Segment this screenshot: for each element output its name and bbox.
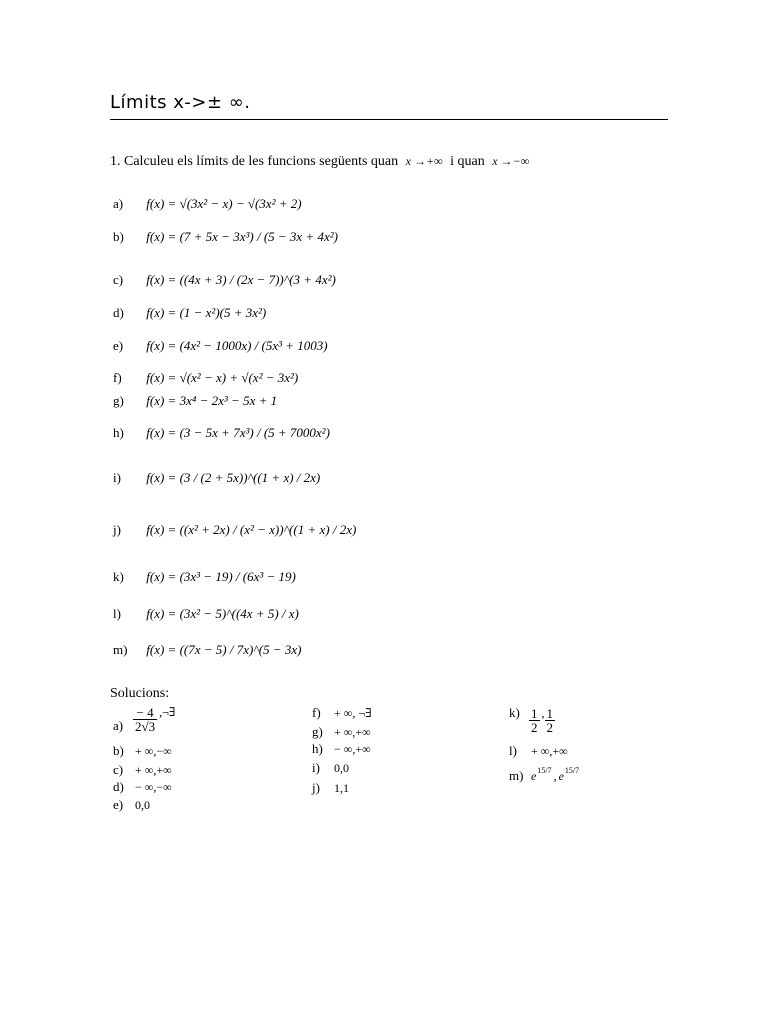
- solution-separator: ,: [541, 706, 545, 720]
- exponential-base: e: [531, 769, 537, 783]
- solution-label: i): [312, 760, 320, 775]
- title-divider: [110, 119, 668, 120]
- intro-text-2: i quan: [450, 154, 485, 169]
- exercise-item: [113, 569, 296, 585]
- solution-fraction: [529, 707, 540, 735]
- fraction-numerator: − 4: [136, 704, 154, 720]
- solution-value: + ∞,−∞: [135, 744, 172, 758]
- solution-c: [113, 762, 172, 778]
- exercise-item: [113, 305, 266, 321]
- exercise-item: [113, 393, 277, 409]
- solution-label: d): [113, 779, 124, 794]
- fraction-numerator: 1: [531, 705, 538, 721]
- solution-value: 0,0: [135, 798, 150, 812]
- exercise-label: i): [113, 470, 121, 485]
- exercise-formula: f(x) = (3 − 5x + 7x³) / (5 + 7000x²): [146, 425, 330, 440]
- solution-m: [509, 768, 579, 784]
- solution-g: [312, 724, 371, 740]
- exponent: 15/7: [537, 766, 552, 775]
- solution-label: l): [509, 743, 517, 758]
- solution-j: [312, 780, 349, 796]
- exercise-formula: f(x) = (3 / (2 + 5x))^((1 + x) / 2x): [146, 470, 321, 485]
- solution-label: a): [113, 718, 124, 733]
- solution-a: [113, 705, 175, 734]
- exercise-label: l): [113, 606, 121, 621]
- solution-value: 1,1: [334, 781, 349, 795]
- solution-value: + ∞,+∞: [334, 725, 371, 739]
- exercise-label: a): [113, 196, 124, 211]
- exercise-item: [113, 642, 302, 658]
- solution-l: [509, 743, 568, 759]
- exercise-item: [113, 470, 320, 486]
- intro-text: 1. Calculeu els límits de les funcions següents quan: [110, 154, 399, 169]
- exercise-item: [113, 196, 302, 212]
- solution-value: + ∞,+∞: [135, 763, 172, 777]
- solution-value: 0,0: [334, 761, 349, 775]
- solution-label: b): [113, 743, 124, 758]
- solution-value: ,¬∃: [159, 705, 176, 719]
- exercise-label: c): [113, 272, 124, 287]
- exercise-formula: f(x) = (1 − x²)(5 + 3x²): [146, 305, 267, 320]
- exercise-formula: f(x) = (3x² − 5)^((4x + 5) / x): [146, 606, 299, 621]
- solutions-title: Solucions:: [110, 686, 170, 701]
- exponential-base: e: [558, 769, 564, 783]
- intro-limit-minus: x →−∞: [492, 154, 530, 168]
- solution-fraction: [545, 707, 556, 735]
- solution-label: k): [509, 705, 520, 720]
- exercise-label: h): [113, 425, 124, 440]
- solution-separator: ,: [553, 769, 557, 783]
- solution-b: [113, 743, 172, 759]
- intro-limit-plus: x →+∞: [405, 154, 443, 168]
- exercise-formula: f(x) = √(3x² − x) − √(3x² + 2): [146, 196, 302, 211]
- exercise-intro: [110, 154, 533, 170]
- fraction-denominator: 2: [546, 720, 553, 736]
- exercise-item: [113, 370, 298, 386]
- exercise-formula: f(x) = 3x⁴ − 2x³ − 5x + 1: [146, 393, 278, 408]
- fraction-denominator: 2√3: [135, 719, 156, 735]
- exercise-label: k): [113, 569, 124, 584]
- exercise-formula: f(x) = √(x² − x) + √(x² − 3x²): [146, 370, 299, 385]
- solution-h: [312, 741, 371, 757]
- exercise-formula: f(x) = (3x³ − 19) / (6x³ − 19): [146, 569, 296, 584]
- solution-label: c): [113, 762, 124, 777]
- solution-value: + ∞,+∞: [531, 744, 568, 758]
- solution-i: [312, 760, 349, 776]
- solution-label: j): [312, 780, 320, 795]
- exercise-label: g): [113, 393, 124, 408]
- exercise-formula: f(x) = ((4x + 3) / (2x − 7))^(3 + 4x²): [146, 272, 336, 287]
- exercise-label: f): [113, 370, 122, 385]
- exercise-label: j): [113, 522, 121, 537]
- solution-value: − ∞,−∞: [135, 780, 172, 794]
- exercise-formula: f(x) = ((7x − 5) / 7x)^(5 − 3x): [146, 642, 302, 657]
- solution-e: [113, 797, 150, 813]
- exercise-item: [113, 522, 356, 538]
- solution-label: h): [312, 741, 323, 756]
- solution-label: m): [509, 768, 524, 783]
- fraction-denominator: 2: [531, 720, 538, 736]
- exercise-item: [113, 272, 336, 288]
- solution-value: − ∞,+∞: [334, 742, 371, 756]
- exercise-label: e): [113, 338, 124, 353]
- exercise-item: [113, 606, 299, 622]
- exercise-label: m): [113, 642, 128, 657]
- solution-label: g): [312, 724, 323, 739]
- solution-label: f): [312, 705, 321, 720]
- page-title: Límits x->± ∞.: [110, 92, 251, 113]
- exercise-formula: f(x) = (4x² − 1000x) / (5x³ + 1003): [146, 338, 328, 353]
- exercise-formula: f(x) = ((x² + 2x) / (x² − x))^((1 + x) / 2x): [146, 522, 357, 537]
- solution-value: + ∞, ¬∃: [334, 706, 372, 720]
- exercise-item: [113, 338, 328, 354]
- exercise-item: [113, 229, 338, 245]
- exercise-formula: f(x) = (7 + 5x − 3x³) / (5 − 3x + 4x²): [146, 229, 338, 244]
- exponent: 15/7: [564, 766, 580, 775]
- exercise-label: b): [113, 229, 124, 244]
- solution-d: [113, 779, 172, 795]
- exercise-label: d): [113, 305, 124, 320]
- solution-fraction: [133, 706, 157, 734]
- exercise-item: [113, 425, 330, 441]
- fraction-numerator: 1: [546, 705, 553, 721]
- solution-label: e): [113, 797, 124, 812]
- solution-f: [312, 705, 372, 721]
- solution-k: [509, 705, 555, 735]
